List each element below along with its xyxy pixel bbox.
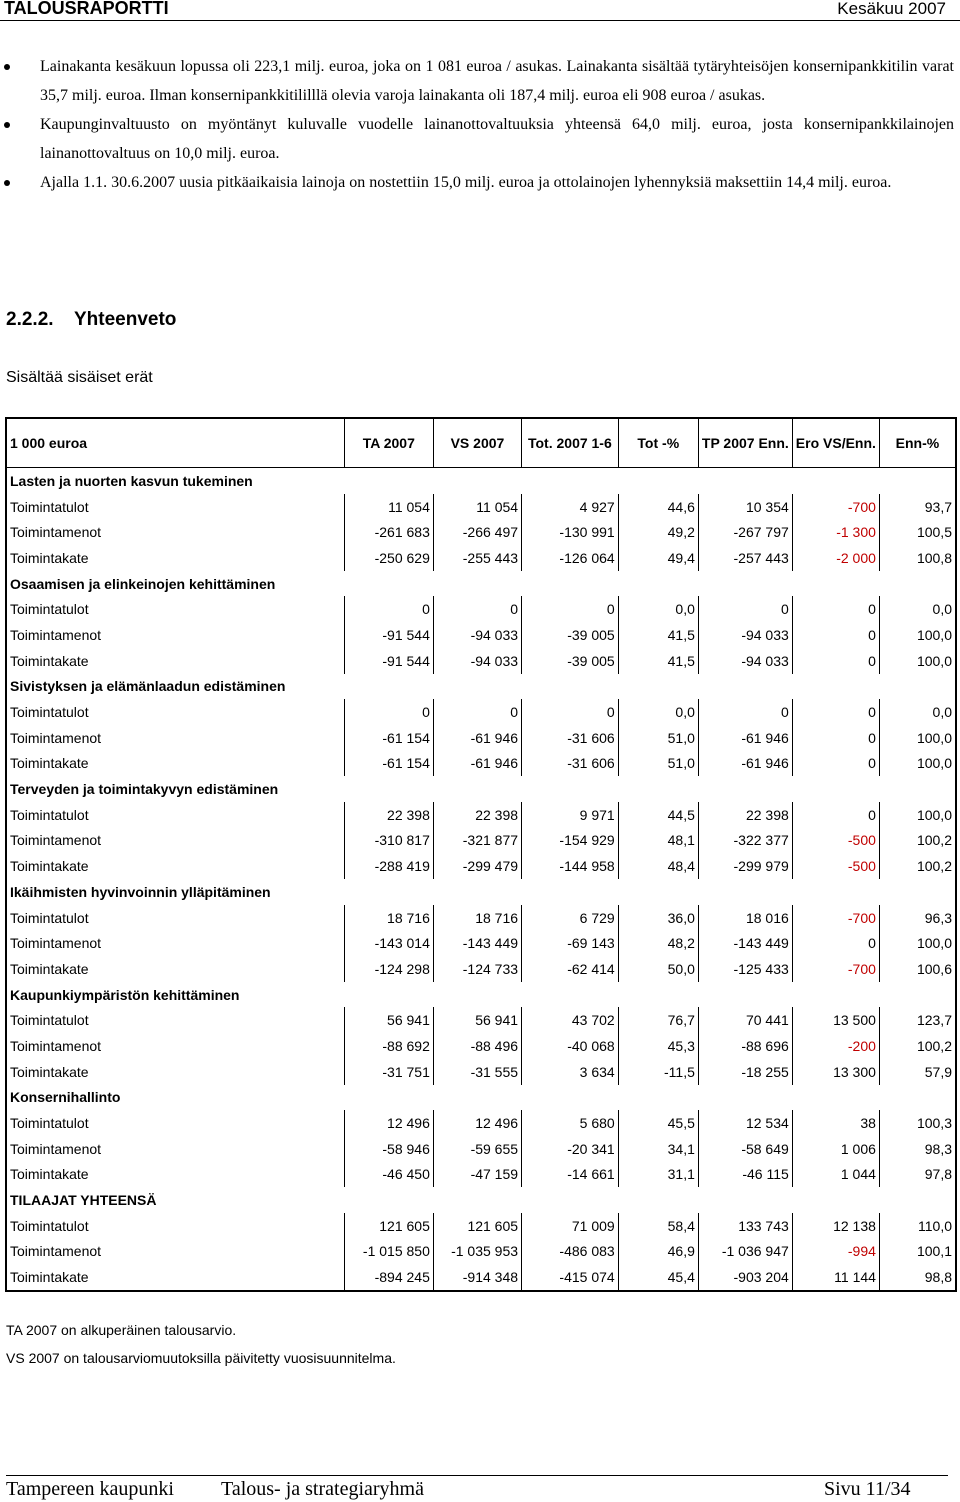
cell-value: -94 033 bbox=[698, 648, 792, 674]
cell-value: 56 941 bbox=[344, 1007, 433, 1033]
cell-value: 18 716 bbox=[344, 905, 433, 931]
table-row bbox=[6, 1264, 956, 1291]
cell-value: -257 443 bbox=[698, 545, 792, 571]
cell-value: 0 bbox=[433, 596, 521, 622]
cell-value: 34,1 bbox=[618, 1136, 698, 1162]
cell-value: 0,0 bbox=[618, 596, 698, 622]
cell-value: 76,7 bbox=[618, 1007, 698, 1033]
cell-value: 100,0 bbox=[879, 725, 956, 751]
cell-value: -299 979 bbox=[698, 853, 792, 879]
cell-value: 121 605 bbox=[433, 1213, 521, 1239]
cell-value: -267 797 bbox=[698, 519, 792, 545]
row-label: Toimintatulot bbox=[10, 498, 89, 515]
row-label: Toimintatulot bbox=[10, 806, 89, 823]
cell-value: -2 000 bbox=[792, 545, 879, 571]
cell-value: -62 414 bbox=[522, 956, 619, 982]
cell-value: -144 958 bbox=[522, 853, 619, 879]
cell-value: -31 751 bbox=[344, 1059, 433, 1085]
cell-value: -1 300 bbox=[792, 519, 879, 545]
row-label: Toimintakate bbox=[10, 755, 89, 772]
column-header: TA 2007 bbox=[344, 418, 433, 468]
cell-value: -288 419 bbox=[344, 853, 433, 879]
bullet-item: Kaupunginvaltuusto on myöntänyt kuluvalle vuodelle lainanottovaltuuksia yhteensä 64,0 milj. euroa, josta konsernipankkilainojen lainanottovaltuus on 10,0 milj. euroa. bbox=[2, 110, 954, 168]
row-label: Toimintatulot bbox=[10, 1115, 89, 1132]
table-row bbox=[6, 828, 956, 854]
cell-value: -486 083 bbox=[522, 1239, 619, 1265]
table-row bbox=[6, 1162, 956, 1188]
group-row bbox=[6, 674, 956, 700]
table-row bbox=[6, 1007, 956, 1033]
cell-value: -125 433 bbox=[698, 956, 792, 982]
table-row bbox=[6, 699, 956, 725]
table-row bbox=[6, 802, 956, 828]
row-label: Toimintakate bbox=[10, 1269, 89, 1286]
summary-table bbox=[5, 417, 957, 1292]
cell-value: 93,7 bbox=[879, 494, 956, 520]
cell-value: 6 729 bbox=[522, 905, 619, 931]
report-title: TALOUSRAPORTTI bbox=[4, 0, 169, 18]
cell-value: 0 bbox=[792, 751, 879, 777]
cell-value: -255 443 bbox=[433, 545, 521, 571]
cell-value: 45,3 bbox=[618, 1033, 698, 1059]
column-header: 1 000 euroa bbox=[10, 435, 88, 451]
table-row bbox=[6, 1110, 956, 1136]
cell-value: 45,5 bbox=[618, 1110, 698, 1136]
cell-value: 5 680 bbox=[522, 1110, 619, 1136]
table-row bbox=[6, 1136, 956, 1162]
cell-value: -500 bbox=[792, 853, 879, 879]
cell-value: 100,6 bbox=[879, 956, 956, 982]
group-row bbox=[6, 1085, 956, 1111]
cell-value: 0 bbox=[522, 596, 619, 622]
group-row bbox=[6, 468, 956, 494]
group-title: Lasten ja nuorten kasvun tukeminen bbox=[10, 472, 253, 489]
cell-value: 96,3 bbox=[879, 905, 956, 931]
cell-value: -94 033 bbox=[698, 622, 792, 648]
cell-value: -20 341 bbox=[522, 1136, 619, 1162]
row-label: Toimintamenot bbox=[10, 729, 102, 746]
cell-value: 50,0 bbox=[618, 956, 698, 982]
cell-value: 43 702 bbox=[522, 1007, 619, 1033]
page-header bbox=[0, 0, 960, 21]
cell-value: 45,4 bbox=[618, 1264, 698, 1291]
cell-value: -1 015 850 bbox=[344, 1239, 433, 1265]
cell-value: 57,9 bbox=[879, 1059, 956, 1085]
cell-value: -1 035 953 bbox=[433, 1239, 521, 1265]
footer-org: Tampereen kaupunki bbox=[6, 1478, 174, 1500]
cell-value: 70 441 bbox=[698, 1007, 792, 1033]
cell-value: 49,2 bbox=[618, 519, 698, 545]
cell-value: 22 398 bbox=[344, 802, 433, 828]
footer-unit: Talous- ja strategiaryhmä bbox=[221, 1478, 424, 1500]
section-number: 2.2.2. bbox=[6, 309, 54, 330]
cell-value: 100,0 bbox=[879, 751, 956, 777]
table-row bbox=[6, 956, 956, 982]
cell-value: 0 bbox=[433, 699, 521, 725]
row-label: Toimintamenot bbox=[10, 1140, 102, 1157]
cell-value: -143 014 bbox=[344, 930, 433, 956]
cell-value: -154 929 bbox=[522, 828, 619, 854]
cell-value: -143 449 bbox=[698, 930, 792, 956]
cell-value: -700 bbox=[792, 956, 879, 982]
cell-value: -39 005 bbox=[522, 648, 619, 674]
cell-value: 0 bbox=[792, 699, 879, 725]
cell-value: 0 bbox=[792, 648, 879, 674]
cell-value: 44,5 bbox=[618, 802, 698, 828]
cell-value: -200 bbox=[792, 1033, 879, 1059]
bullet-icon bbox=[4, 122, 10, 128]
cell-value: -126 064 bbox=[522, 545, 619, 571]
cell-value: 51,0 bbox=[618, 725, 698, 751]
cell-value: 100,0 bbox=[879, 648, 956, 674]
cell-value: 31,1 bbox=[618, 1162, 698, 1188]
note-vs: VS 2007 on talousarviomuutoksilla päivitetty vuosisuunnitelma. bbox=[6, 1350, 396, 1366]
cell-value: 11 054 bbox=[433, 494, 521, 520]
cell-value: -61 946 bbox=[698, 725, 792, 751]
group-title: Sivistyksen ja elämänlaadun edistäminen bbox=[10, 678, 286, 695]
cell-value: -46 115 bbox=[698, 1162, 792, 1188]
cell-value: -500 bbox=[792, 828, 879, 854]
cell-value: -61 154 bbox=[344, 751, 433, 777]
group-title: Kaupunkiympäristön kehittäminen bbox=[10, 986, 240, 1003]
table-row bbox=[6, 905, 956, 931]
table-header-row bbox=[6, 418, 956, 468]
cell-value: 13 300 bbox=[792, 1059, 879, 1085]
page-footer bbox=[6, 1475, 948, 1500]
cell-value: 12 534 bbox=[698, 1110, 792, 1136]
cell-value: 58,4 bbox=[618, 1213, 698, 1239]
cell-value: 0 bbox=[792, 802, 879, 828]
cell-value: -11,5 bbox=[618, 1059, 698, 1085]
cell-value: -1 036 947 bbox=[698, 1239, 792, 1265]
bullet-icon bbox=[4, 64, 10, 70]
table-row bbox=[6, 1033, 956, 1059]
cell-value: -18 255 bbox=[698, 1059, 792, 1085]
cell-value: -59 655 bbox=[433, 1136, 521, 1162]
cell-value: 36,0 bbox=[618, 905, 698, 931]
cell-value: 0,0 bbox=[618, 699, 698, 725]
cell-value: 0 bbox=[792, 725, 879, 751]
row-label: Toimintakate bbox=[10, 652, 89, 669]
cell-value: 0 bbox=[792, 596, 879, 622]
row-label: Toimintatulot bbox=[10, 1012, 89, 1029]
cell-value: -261 683 bbox=[344, 519, 433, 545]
cell-value: -61 154 bbox=[344, 725, 433, 751]
cell-value: 0,0 bbox=[879, 596, 956, 622]
row-label: Toimintakate bbox=[10, 960, 89, 977]
cell-value: 41,5 bbox=[618, 622, 698, 648]
cell-value: 0 bbox=[522, 699, 619, 725]
cell-value: 0 bbox=[792, 930, 879, 956]
cell-value: -250 629 bbox=[344, 545, 433, 571]
cell-value: -700 bbox=[792, 905, 879, 931]
cell-value: -124 733 bbox=[433, 956, 521, 982]
cell-value: 0 bbox=[344, 596, 433, 622]
cell-value: 11 054 bbox=[344, 494, 433, 520]
cell-value: -94 033 bbox=[433, 648, 521, 674]
cell-value: 22 398 bbox=[698, 802, 792, 828]
table-row bbox=[6, 648, 956, 674]
table-row bbox=[6, 1239, 956, 1265]
column-header: Ero VS/Enn. bbox=[792, 418, 879, 468]
row-label: Toimintamenot bbox=[10, 935, 102, 952]
cell-value: 0 bbox=[344, 699, 433, 725]
group-row bbox=[6, 879, 956, 905]
cell-value: 18 716 bbox=[433, 905, 521, 931]
group-row bbox=[6, 776, 956, 802]
group-title: TILAAJAT YHTEENSÄ bbox=[10, 1192, 157, 1209]
group-row bbox=[6, 571, 956, 597]
table-row bbox=[6, 751, 956, 777]
table-row bbox=[6, 853, 956, 879]
cell-value: 100,0 bbox=[879, 622, 956, 648]
group-title: Konsernihallinto bbox=[10, 1089, 121, 1106]
cell-value: 0 bbox=[698, 699, 792, 725]
row-label: Toimintamenot bbox=[10, 832, 102, 849]
group-title: Osaamisen ja elinkeinojen kehittäminen bbox=[10, 575, 276, 592]
row-label: Toimintatulot bbox=[10, 704, 89, 721]
row-label: Toimintamenot bbox=[10, 1243, 102, 1260]
cell-value: 98,3 bbox=[879, 1136, 956, 1162]
cell-value: 100,3 bbox=[879, 1110, 956, 1136]
table-row bbox=[6, 545, 956, 571]
cell-value: 56 941 bbox=[433, 1007, 521, 1033]
cell-value: 4 927 bbox=[522, 494, 619, 520]
cell-value: -903 204 bbox=[698, 1264, 792, 1291]
cell-value: 100,0 bbox=[879, 930, 956, 956]
cell-value: -14 661 bbox=[522, 1162, 619, 1188]
cell-value: 12 496 bbox=[344, 1110, 433, 1136]
cell-value: -322 377 bbox=[698, 828, 792, 854]
cell-value: -299 479 bbox=[433, 853, 521, 879]
group-title: Ikäihmisten hyvinvoinnin ylläpitäminen bbox=[10, 883, 271, 900]
cell-value: -415 074 bbox=[522, 1264, 619, 1291]
cell-value: -31 606 bbox=[522, 725, 619, 751]
row-label: Toimintatulot bbox=[10, 909, 89, 926]
cell-value: 48,4 bbox=[618, 853, 698, 879]
cell-value: -321 877 bbox=[433, 828, 521, 854]
row-label: Toimintamenot bbox=[10, 1037, 102, 1054]
row-label: Toimintamenot bbox=[10, 524, 102, 541]
report-date: Kesäkuu 2007 bbox=[837, 0, 946, 18]
table-row bbox=[6, 596, 956, 622]
cell-value: -266 497 bbox=[433, 519, 521, 545]
bullet-icon bbox=[4, 180, 10, 186]
cell-value: 100,2 bbox=[879, 828, 956, 854]
cell-value: 48,2 bbox=[618, 930, 698, 956]
cell-value: 0 bbox=[792, 622, 879, 648]
cell-value: -914 348 bbox=[433, 1264, 521, 1291]
cell-value: -47 159 bbox=[433, 1162, 521, 1188]
cell-value: -91 544 bbox=[344, 622, 433, 648]
cell-value: 10 354 bbox=[698, 494, 792, 520]
section-heading bbox=[6, 309, 176, 331]
row-label: Toimintatulot bbox=[10, 601, 89, 618]
cell-value: -61 946 bbox=[433, 725, 521, 751]
cell-value: -88 496 bbox=[433, 1033, 521, 1059]
cell-value: -69 143 bbox=[522, 930, 619, 956]
cell-value: 123,7 bbox=[879, 1007, 956, 1033]
cell-value: -61 946 bbox=[698, 751, 792, 777]
cell-value: -894 245 bbox=[344, 1264, 433, 1291]
group-row bbox=[6, 1187, 956, 1213]
table-row bbox=[6, 930, 956, 956]
cell-value: 0 bbox=[698, 596, 792, 622]
cell-value: 98,8 bbox=[879, 1264, 956, 1291]
cell-value: 12 138 bbox=[792, 1213, 879, 1239]
cell-value: -61 946 bbox=[433, 751, 521, 777]
cell-value: -124 298 bbox=[344, 956, 433, 982]
bullet-item: Lainakanta kesäkuun lopussa oli 223,1 milj. euroa, joka on 1 081 euroa / asukas. Lainakanta sisältää tytäryhteisöjen konsernipankkitilin varat 35,7 milj. euroa. Ilman konsernipankkitililllä olevia varoja lainakanta oli 187,4 milj. euroa eli 908 euroa / asukas. bbox=[2, 52, 954, 110]
table-row bbox=[6, 1213, 956, 1239]
section-title: Yhteenveto bbox=[74, 309, 177, 330]
cell-value: -31 555 bbox=[433, 1059, 521, 1085]
group-title: Terveyden ja toimintakyvyn edistäminen bbox=[10, 781, 279, 798]
cell-value: 100,0 bbox=[879, 802, 956, 828]
cell-value: 100,2 bbox=[879, 1033, 956, 1059]
cell-value: 71 009 bbox=[522, 1213, 619, 1239]
bullet-item: Ajalla 1.1. 30.6.2007 uusia pitkäaikaisia lainoja on nostettiin 15,0 milj. euroa ja ottolainojen lyhennyksiä maksettiin 14,4 milj. euroa. bbox=[2, 168, 954, 197]
cell-value: 0,0 bbox=[879, 699, 956, 725]
cell-value: 110,0 bbox=[879, 1213, 956, 1239]
cell-value: -88 696 bbox=[698, 1033, 792, 1059]
cell-value: 100,5 bbox=[879, 519, 956, 545]
cell-value: 13 500 bbox=[792, 1007, 879, 1033]
cell-value: -143 449 bbox=[433, 930, 521, 956]
table-row bbox=[6, 519, 956, 545]
row-label: Toimintamenot bbox=[10, 626, 102, 643]
cell-value: 18 016 bbox=[698, 905, 792, 931]
group-row bbox=[6, 982, 956, 1008]
cell-value: 51,0 bbox=[618, 751, 698, 777]
column-header: TP 2007 Enn. bbox=[698, 418, 792, 468]
row-label: Toimintakate bbox=[10, 1063, 89, 1080]
column-header: VS 2007 bbox=[433, 418, 521, 468]
cell-value: 121 605 bbox=[344, 1213, 433, 1239]
cell-value: -310 817 bbox=[344, 828, 433, 854]
cell-value: 38 bbox=[792, 1110, 879, 1136]
cell-value: 9 971 bbox=[522, 802, 619, 828]
cell-value: 1 044 bbox=[792, 1162, 879, 1188]
cell-value: -58 946 bbox=[344, 1136, 433, 1162]
cell-value: 133 743 bbox=[698, 1213, 792, 1239]
cell-value: 22 398 bbox=[433, 802, 521, 828]
cell-value: -31 606 bbox=[522, 751, 619, 777]
cell-value: -58 649 bbox=[698, 1136, 792, 1162]
footer-page: Sivu 11/34 bbox=[824, 1478, 911, 1500]
bullet-list bbox=[2, 52, 954, 197]
cell-value: -91 544 bbox=[344, 648, 433, 674]
section-subtitle: Sisältää sisäiset erät bbox=[6, 369, 153, 386]
cell-value: -88 692 bbox=[344, 1033, 433, 1059]
column-header: Tot. 2007 1-6 bbox=[522, 418, 619, 468]
table-row bbox=[6, 1059, 956, 1085]
cell-value: 3 634 bbox=[522, 1059, 619, 1085]
row-label: Toimintakate bbox=[10, 549, 89, 566]
cell-value: -130 991 bbox=[522, 519, 619, 545]
row-label: Toimintakate bbox=[10, 858, 89, 875]
cell-value: 46,9 bbox=[618, 1239, 698, 1265]
cell-value: 100,8 bbox=[879, 545, 956, 571]
cell-value: 41,5 bbox=[618, 648, 698, 674]
cell-value: -994 bbox=[792, 1239, 879, 1265]
table-row bbox=[6, 494, 956, 520]
table-row bbox=[6, 622, 956, 648]
cell-value: -700 bbox=[792, 494, 879, 520]
cell-value: 49,4 bbox=[618, 545, 698, 571]
row-label: Toimintakate bbox=[10, 1166, 89, 1183]
cell-value: 48,1 bbox=[618, 828, 698, 854]
cell-value: -94 033 bbox=[433, 622, 521, 648]
cell-value: 11 144 bbox=[792, 1264, 879, 1291]
table-row bbox=[6, 725, 956, 751]
cell-value: -40 068 bbox=[522, 1033, 619, 1059]
cell-value: -46 450 bbox=[344, 1162, 433, 1188]
cell-value: 44,6 bbox=[618, 494, 698, 520]
cell-value: 100,1 bbox=[879, 1239, 956, 1265]
column-header: Enn-% bbox=[879, 418, 956, 468]
row-label: Toimintatulot bbox=[10, 1217, 89, 1234]
cell-value: -39 005 bbox=[522, 622, 619, 648]
note-ta: TA 2007 on alkuperäinen talousarvio. bbox=[6, 1322, 237, 1338]
cell-value: 1 006 bbox=[792, 1136, 879, 1162]
cell-value: 100,2 bbox=[879, 853, 956, 879]
cell-value: 97,8 bbox=[879, 1162, 956, 1188]
column-header: Tot -% bbox=[618, 418, 698, 468]
cell-value: 12 496 bbox=[433, 1110, 521, 1136]
